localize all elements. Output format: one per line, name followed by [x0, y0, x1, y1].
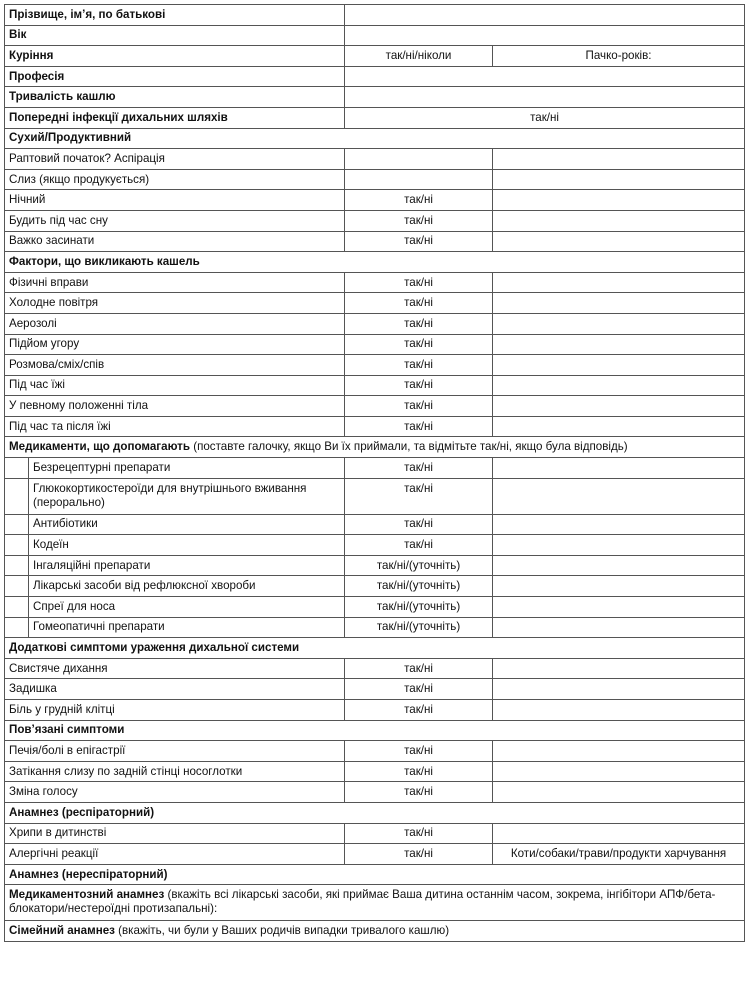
row-note-field[interactable] — [493, 597, 745, 618]
row-note-field[interactable] — [493, 272, 745, 293]
row-answer[interactable]: так/ні — [345, 355, 493, 376]
row-label: Печія/болі в епігастрії — [5, 741, 345, 762]
table-row — [5, 355, 745, 376]
row-answer[interactable]: так/ні — [345, 458, 493, 479]
row-age — [5, 25, 745, 46]
section-title: Сухий/Продуктивний — [5, 128, 745, 149]
table-row — [5, 169, 745, 190]
row-label: Будить під час сну — [5, 210, 345, 231]
row-answer[interactable]: так/ні/(уточніть) — [345, 555, 493, 576]
row-note-field[interactable] — [493, 458, 745, 479]
section-header-meds — [5, 437, 745, 458]
row-label: Лікарські засоби від рефлюксної хвороби — [29, 576, 345, 597]
table-row — [5, 313, 745, 334]
row-label: Зміна голосу — [5, 782, 345, 803]
row-note-field[interactable] — [493, 334, 745, 355]
section-title: Сімейний анамнез — [9, 924, 115, 938]
row-note-field[interactable] — [493, 576, 745, 597]
row-answer[interactable]: так/ні — [345, 293, 493, 314]
row-note-field[interactable] — [493, 700, 745, 721]
row-answer[interactable]: так/ні/(уточніть) — [345, 576, 493, 597]
row-cough-duration — [5, 87, 745, 108]
row-answer[interactable]: так/ні — [345, 231, 493, 252]
cough-questionnaire-table — [4, 4, 745, 942]
row-label: Кодеїн — [29, 535, 345, 556]
row-note-field[interactable] — [493, 679, 745, 700]
row-note-field[interactable] — [493, 416, 745, 437]
row-note-field[interactable] — [493, 741, 745, 762]
checkbox-cell[interactable] — [5, 617, 29, 638]
row-label: Хрипи в дитинстві — [5, 823, 345, 844]
section-note: (поставте галочку, якщо Ви їх приймали, та відмітьте так/ні, якщо була відповідь) — [190, 440, 628, 454]
section-header-related — [5, 720, 745, 741]
table-row — [5, 761, 745, 782]
table-row — [5, 597, 745, 618]
prev-infections-answer[interactable]: так/ні — [345, 107, 745, 128]
table-row — [5, 844, 745, 865]
row-answer[interactable]: так/ні — [345, 396, 493, 417]
row-note-field[interactable] — [493, 782, 745, 803]
section-note: (вкажіть, чи були у Ваших родичів випадки тривалого кашлю) — [114, 924, 450, 938]
table-row — [5, 617, 745, 638]
row-label: Спреї для носа — [29, 597, 345, 618]
row-answer[interactable] — [345, 149, 493, 170]
row-profession — [5, 66, 745, 87]
row-note-field[interactable] — [493, 231, 745, 252]
row-label: Безрецептурні препарати — [29, 458, 345, 479]
row-answer[interactable]: так/ні — [345, 272, 493, 293]
section-title-with-note — [5, 437, 745, 458]
row-label: Свистяче дихання — [5, 658, 345, 679]
row-label: Під час та після їжі — [5, 416, 345, 437]
row-note-field[interactable] — [493, 478, 745, 514]
section-header-triggers — [5, 252, 745, 273]
row-label: Важко засинати — [5, 231, 345, 252]
table-row — [5, 679, 745, 700]
section-title: Пов’язані симптоми — [5, 720, 745, 741]
row-answer[interactable]: так/ні — [345, 679, 493, 700]
table-row — [5, 396, 745, 417]
section-header-dry-productive — [5, 128, 745, 149]
row-answer[interactable]: так/ні — [345, 313, 493, 334]
checkbox-cell[interactable] — [5, 597, 29, 618]
table-row — [5, 293, 745, 314]
profession-field[interactable] — [345, 66, 745, 87]
checkbox-cell[interactable] — [5, 458, 29, 479]
age-field[interactable] — [345, 25, 745, 46]
row-label: Аерозолі — [5, 313, 345, 334]
table-row — [5, 149, 745, 170]
row-label: Раптовий початок? Аспірація — [5, 149, 345, 170]
section-title: Медикаменти, що допомагають — [9, 440, 190, 454]
row-answer[interactable]: так/ні — [345, 375, 493, 396]
row-label: Інгаляційні препарати — [29, 555, 345, 576]
table-row — [5, 458, 745, 479]
table-row — [5, 231, 745, 252]
table-row — [5, 375, 745, 396]
row-answer[interactable] — [345, 169, 493, 190]
row-answer[interactable]: так/ні/(уточніть) — [345, 617, 493, 638]
table-row — [5, 741, 745, 762]
row-smoking — [5, 46, 745, 67]
row-label: Біль у грудній клітці — [5, 700, 345, 721]
row-answer[interactable]: так/ні — [345, 535, 493, 556]
section-title: Анамнез (респіраторний) — [5, 802, 745, 823]
row-label: Затікання слизу по задній стінці носоглотки — [5, 761, 345, 782]
row-label: Під час їжі — [5, 375, 345, 396]
row-answer[interactable]: так/ні — [345, 478, 493, 514]
table-row — [5, 190, 745, 211]
checkbox-cell[interactable] — [5, 535, 29, 556]
row-note-field[interactable] — [493, 149, 745, 170]
row-label: Нічний — [5, 190, 345, 211]
row-answer[interactable]: так/ні — [345, 823, 493, 844]
row-label: Розмова/сміх/спів — [5, 355, 345, 376]
row-note-field[interactable] — [493, 293, 745, 314]
full-name-field[interactable] — [345, 5, 745, 26]
table-row — [5, 210, 745, 231]
checkbox-cell[interactable] — [5, 514, 29, 535]
checkbox-cell[interactable] — [5, 555, 29, 576]
row-answer[interactable]: так/ні — [345, 210, 493, 231]
row-answer[interactable]: так/ні — [345, 844, 493, 865]
row-note-field[interactable] — [493, 169, 745, 190]
section-title: Анамнез (нереспіраторний) — [5, 864, 745, 885]
profession-label: Професія — [5, 66, 345, 87]
pack-years-field[interactable]: Пачко-років: — [493, 46, 745, 67]
row-label: Антибіотики — [29, 514, 345, 535]
section-family-history[interactable] — [5, 921, 745, 942]
row-answer[interactable]: так/ні — [345, 658, 493, 679]
row-answer[interactable]: так/ні — [345, 782, 493, 803]
section-title: Медикаментозний анамнез — [9, 888, 165, 902]
row-note-field[interactable] — [493, 658, 745, 679]
prev-infections-label: Попередні інфекції дихальних шляхів — [5, 107, 345, 128]
row-answer[interactable]: так/ні — [345, 416, 493, 437]
section-header-anamnesis-resp — [5, 802, 745, 823]
table-row — [5, 514, 745, 535]
row-answer[interactable]: так/ні — [345, 334, 493, 355]
row-label: Фізичні вправи — [5, 272, 345, 293]
row-note-field[interactable] — [493, 514, 745, 535]
row-full-name — [5, 5, 745, 26]
section-header-anamnesis-nonresp — [5, 864, 745, 885]
row-answer[interactable]: так/ні — [345, 761, 493, 782]
full-name-label: Прізвище, ім’я, по батькові — [5, 5, 345, 26]
table-row — [5, 700, 745, 721]
row-label: Холодне повітря — [5, 293, 345, 314]
cough-duration-field[interactable] — [345, 87, 745, 108]
section-title: Фактори, що викликають кашель — [5, 252, 745, 273]
section-medication-history[interactable] — [5, 885, 745, 921]
row-note-field[interactable] — [493, 555, 745, 576]
section-header-resp-symptoms — [5, 638, 745, 659]
table-row — [5, 334, 745, 355]
row-note-field[interactable] — [493, 210, 745, 231]
checkbox-cell[interactable] — [5, 576, 29, 597]
age-label: Вік — [5, 25, 345, 46]
smoking-answer[interactable]: так/ні/ніколи — [345, 46, 493, 67]
row-label: Глюкокортикостероїди для внутрішнього вживання (перорально) — [29, 478, 345, 514]
medication-history-field[interactable] — [5, 885, 745, 921]
table-row — [5, 658, 745, 679]
row-prev-infections — [5, 107, 745, 128]
row-label: Слиз (якщо продукується) — [5, 169, 345, 190]
row-note-field[interactable] — [493, 190, 745, 211]
row-label: Задишка — [5, 679, 345, 700]
row-note-field[interactable] — [493, 823, 745, 844]
row-note-field[interactable] — [493, 396, 745, 417]
table-row — [5, 823, 745, 844]
row-label: Підйом угору — [5, 334, 345, 355]
checkbox-cell[interactable] — [5, 478, 29, 514]
row-note-field[interactable] — [493, 313, 745, 334]
row-note-field[interactable] — [493, 761, 745, 782]
section-note: (вкажіть всі лікарські засоби, які приймає Ваша дитина останнім часом, зокрема, інгібітори АПФ/бета-блокатори/нестероїдні протизапальні): — [9, 888, 716, 916]
row-answer[interactable]: так/ні/(уточніть) — [345, 597, 493, 618]
table-row — [5, 478, 745, 514]
section-title: Додаткові симптоми ураження дихальної системи — [5, 638, 745, 659]
table-row — [5, 576, 745, 597]
row-answer[interactable]: так/ні — [345, 190, 493, 211]
allergy-details[interactable]: Коти/собаки/трави/продукти харчування — [493, 844, 745, 865]
row-note-field[interactable] — [493, 375, 745, 396]
table-row — [5, 782, 745, 803]
row-answer[interactable]: так/ні — [345, 514, 493, 535]
table-row — [5, 535, 745, 556]
row-note-field[interactable] — [493, 355, 745, 376]
row-label: Гомеопатичні препарати — [29, 617, 345, 638]
row-note-field[interactable] — [493, 617, 745, 638]
table-row — [5, 272, 745, 293]
table-row — [5, 555, 745, 576]
smoking-label: Куріння — [5, 46, 345, 67]
row-answer[interactable]: так/ні — [345, 700, 493, 721]
family-history-field[interactable] — [5, 921, 745, 942]
row-note-field[interactable] — [493, 535, 745, 556]
row-label: Алергічні реакції — [5, 844, 345, 865]
row-label: У певному положенні тіла — [5, 396, 345, 417]
cough-duration-label: Тривалість кашлю — [5, 87, 345, 108]
table-row — [5, 416, 745, 437]
row-answer[interactable]: так/ні — [345, 741, 493, 762]
